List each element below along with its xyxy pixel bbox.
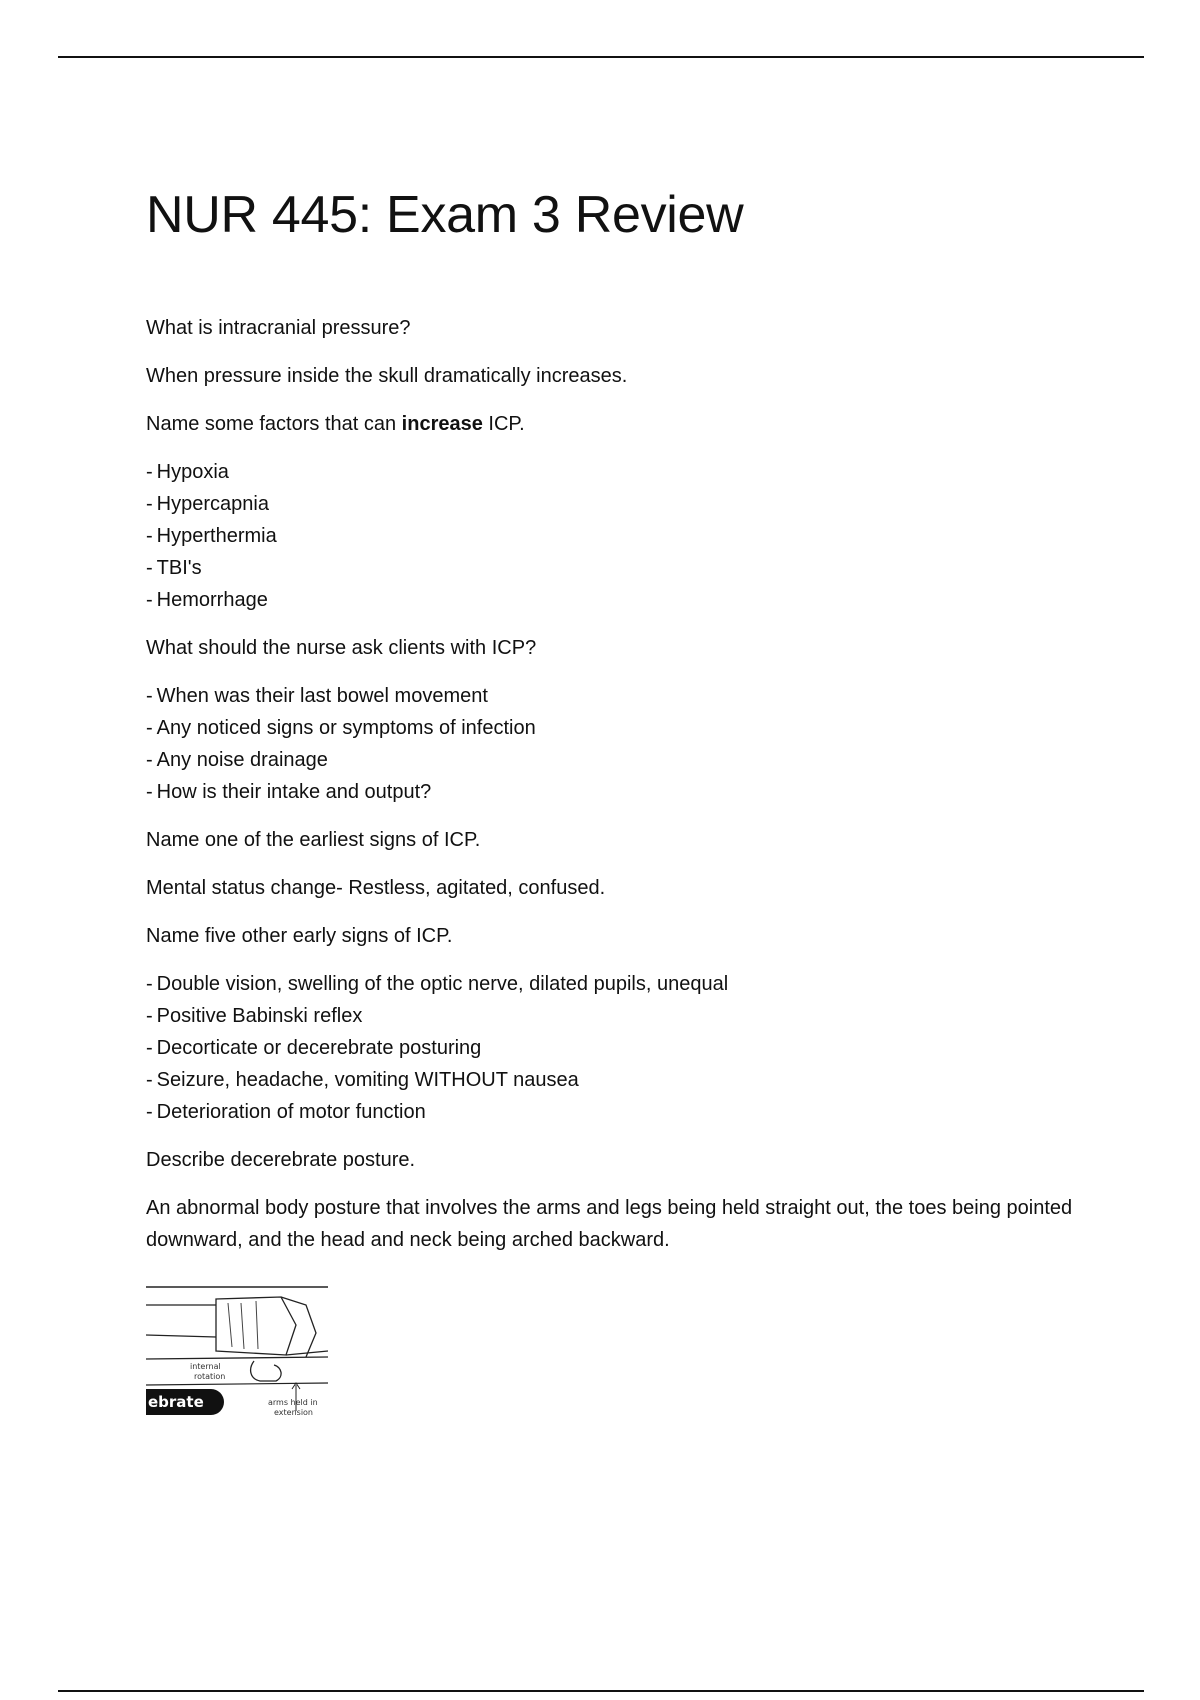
list-item: - Deterioration of motor function [146,1101,426,1123]
question-nurse-ask: What should the nurse ask clients with ICP? [146,637,537,659]
list-item: - Hemorrhage [146,589,268,611]
decerebrate-posture-figure [146,1285,328,1421]
list-item: - Positive Babinski reflex [146,1005,363,1027]
label-badge-text: ebrate [148,1393,204,1411]
label-rotation: rotation [194,1372,226,1381]
list-item: - Hypercapnia [146,493,269,515]
label-arms-held: arms held in [268,1398,318,1407]
list-item: - When was their last bowel movement [146,685,488,707]
label-extension: extension [274,1408,313,1417]
document-body [146,312,1086,1272]
early-signs-list [146,968,1086,1128]
posture-illustration [146,1285,328,1421]
list-item: - Hypoxia [146,461,229,483]
list-item: - Double vision, swelling of the optic nerve, dilated pupils, unequal [146,973,729,995]
list-item: - Decorticate or decerebrate posturing [146,1037,482,1059]
label-internal: internal [190,1362,221,1371]
question-other-signs: Name five other early signs of ICP. [146,925,453,947]
emphasis-increase: increase [401,413,483,435]
list-item: - Hyperthermia [146,525,277,547]
list-item: - Any noise drainage [146,749,328,771]
list-item: - Seizure, headache, vomiting WITHOUT nausea [146,1069,579,1091]
list-item: - Any noticed signs or symptoms of infection [146,717,536,739]
question-earliest-sign: Name one of the earliest signs of ICP. [146,829,481,851]
answer-icp-definition: When pressure inside the skull dramatically increases. [146,365,628,387]
top-rule [58,56,1144,58]
nurse-questions-list [146,680,1086,808]
question-decerebrate: Describe decerebrate posture. [146,1149,416,1171]
factors-list [146,456,1086,616]
page-title: NUR 445: Exam 3 Review [146,185,744,244]
list-item: - TBI's [146,557,202,579]
question-icp-definition: What is intracranial pressure? [146,317,411,339]
answer-earliest-sign: Mental status change- Restless, agitated, confused. [146,877,606,899]
list-item: - How is their intake and output? [146,781,432,803]
bottom-rule [58,1690,1144,1692]
answer-decerebrate: An abnormal body posture that involves the arms and legs being held straight out, the toes being pointed downward, and the head and neck being arched backward. [146,1197,1073,1251]
question-increase-factors: Name some factors that can increase ICP. [146,413,525,435]
